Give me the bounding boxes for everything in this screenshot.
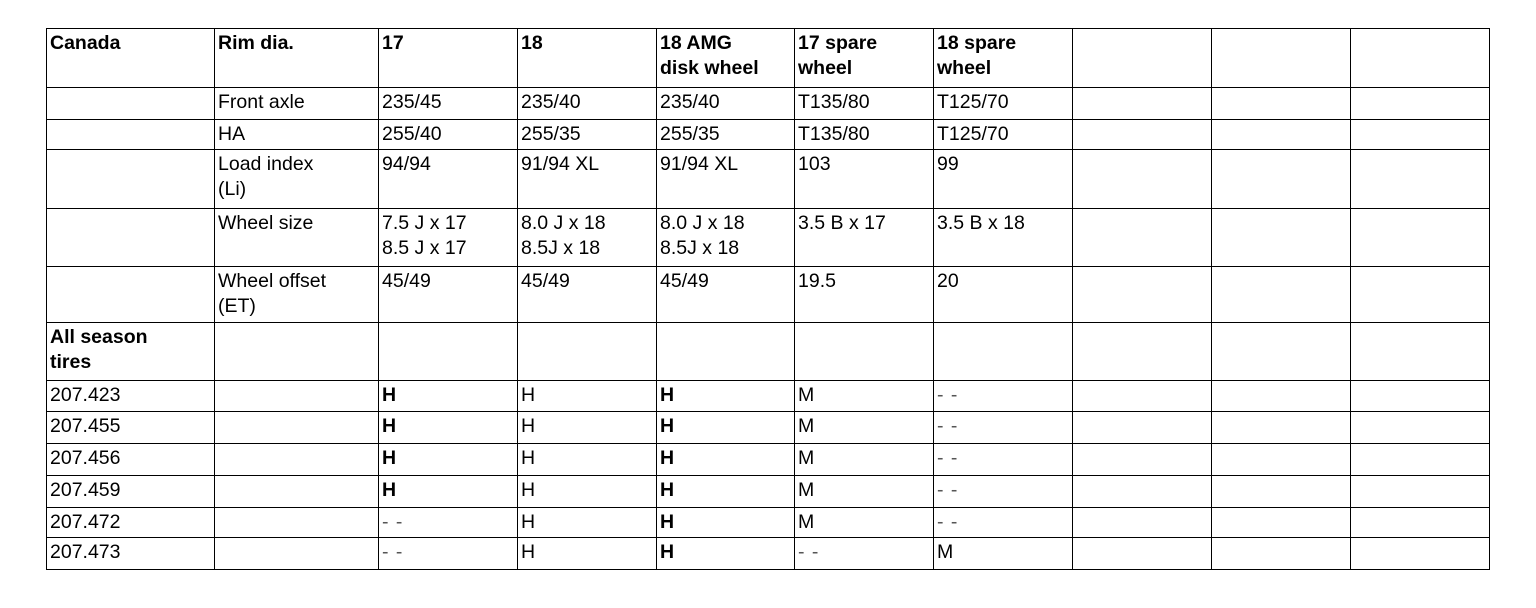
- header-cell: 18 spare wheel: [934, 29, 1073, 88]
- table-cell: [518, 323, 657, 381]
- spec-row: [47, 267, 1490, 323]
- table-cell: H: [657, 538, 795, 570]
- table-cell: Load index (Li): [215, 150, 379, 209]
- table-cell: Wheel size: [215, 209, 379, 267]
- table-cell: T135/80: [795, 88, 934, 120]
- model-number: 207.456: [47, 444, 215, 476]
- table-cell: [1212, 323, 1351, 381]
- model-number: 207.423: [47, 381, 215, 412]
- model-row: [47, 538, 1490, 570]
- spec-row: [47, 150, 1490, 209]
- table-cell: 91/94 XL: [518, 150, 657, 209]
- table-cell: H: [657, 381, 795, 412]
- table-cell: M: [795, 412, 934, 444]
- table-cell: [934, 323, 1073, 381]
- table-cell: [1212, 209, 1351, 267]
- table-cell: M: [795, 381, 934, 412]
- table-cell: [1212, 381, 1351, 412]
- table-cell: 45/49: [518, 267, 657, 323]
- table-cell: [1073, 88, 1212, 120]
- table-cell: [1351, 323, 1490, 381]
- table-cell: [1073, 209, 1212, 267]
- model-number: 207.459: [47, 476, 215, 508]
- table-cell: HA: [215, 120, 379, 150]
- header-cell: Canada: [47, 29, 215, 88]
- table-cell: H: [379, 412, 518, 444]
- model-row: [47, 381, 1490, 412]
- table-cell: [215, 476, 379, 508]
- table-cell: [1212, 88, 1351, 120]
- table-cell: Front axle: [215, 88, 379, 120]
- model-number: 207.473: [47, 538, 215, 570]
- table-cell: H: [657, 476, 795, 508]
- table-cell: [215, 381, 379, 412]
- table-cell: 45/49: [657, 267, 795, 323]
- table-cell: [657, 323, 795, 381]
- table-cell: H: [657, 508, 795, 538]
- table-cell: M: [934, 538, 1073, 570]
- table-cell: [1212, 508, 1351, 538]
- table-cell: T125/70: [934, 120, 1073, 150]
- table-cell: H: [657, 412, 795, 444]
- table-cell: [47, 88, 215, 120]
- table-cell: 20: [934, 267, 1073, 323]
- table-cell: M: [795, 444, 934, 476]
- table-cell: H: [518, 476, 657, 508]
- table-cell: [215, 538, 379, 570]
- model-row: [47, 476, 1490, 508]
- table-cell: - -: [934, 412, 1073, 444]
- table-cell: [215, 508, 379, 538]
- section-row: [47, 323, 1490, 381]
- table-cell: Wheel offset (ET): [215, 267, 379, 323]
- table-cell: [1073, 120, 1212, 150]
- table-cell: 94/94: [379, 150, 518, 209]
- table-cell: [1212, 267, 1351, 323]
- table-cell: [1073, 444, 1212, 476]
- model-row: [47, 508, 1490, 538]
- table-cell: - -: [934, 381, 1073, 412]
- table-cell: [47, 267, 215, 323]
- table-cell: H: [657, 444, 795, 476]
- model-number: 207.472: [47, 508, 215, 538]
- table-cell: [1351, 508, 1490, 538]
- table-cell: H: [518, 412, 657, 444]
- table-cell: [215, 412, 379, 444]
- table-cell: 99: [934, 150, 1073, 209]
- table-cell: [379, 323, 518, 381]
- table-cell: [1351, 150, 1490, 209]
- table-cell: [47, 150, 215, 209]
- table-cell: 45/49: [379, 267, 518, 323]
- header-cell: 17: [379, 29, 518, 88]
- header-cell: Rim dia.: [215, 29, 379, 88]
- table-cell: H: [379, 444, 518, 476]
- table-cell: 8.0 J x 18 8.5J x 18: [657, 209, 795, 267]
- model-row: [47, 412, 1490, 444]
- table-cell: 235/45: [379, 88, 518, 120]
- table-cell: [1073, 150, 1212, 209]
- table-cell: H: [518, 381, 657, 412]
- header-cell: 18 AMG disk wheel: [657, 29, 795, 88]
- header-cell: 17 spare wheel: [795, 29, 934, 88]
- table-cell: - -: [379, 508, 518, 538]
- table-cell: - -: [795, 538, 934, 570]
- table-cell: [1351, 209, 1490, 267]
- table-cell: 91/94 XL: [657, 150, 795, 209]
- header-row: [47, 29, 1490, 88]
- table-cell: H: [518, 538, 657, 570]
- table-cell: H: [518, 508, 657, 538]
- table-cell: [1351, 88, 1490, 120]
- table-cell: [1351, 120, 1490, 150]
- table-cell: [795, 323, 934, 381]
- table-cell: 19.5: [795, 267, 934, 323]
- model-row: [47, 444, 1490, 476]
- table-cell: 255/35: [657, 120, 795, 150]
- table-cell: [1351, 412, 1490, 444]
- table-cell: 103: [795, 150, 934, 209]
- spec-row: [47, 209, 1490, 267]
- table-cell: [215, 323, 379, 381]
- table-cell: M: [795, 508, 934, 538]
- table-cell: H: [379, 476, 518, 508]
- table-cell: [1073, 508, 1212, 538]
- section-label: All season tires: [47, 323, 215, 381]
- table-cell: 3.5 B x 18: [934, 209, 1073, 267]
- table-cell: 8.0 J x 18 8.5J x 18: [518, 209, 657, 267]
- table-cell: - -: [934, 508, 1073, 538]
- table-cell: - -: [934, 444, 1073, 476]
- table-cell: [1351, 381, 1490, 412]
- tire-fitment-table: [46, 28, 1490, 570]
- table-cell: [1351, 267, 1490, 323]
- table-cell: T135/80: [795, 120, 934, 150]
- table-cell: [1073, 412, 1212, 444]
- header-cell: [1212, 29, 1351, 88]
- table-cell: [47, 120, 215, 150]
- table-cell: [1073, 476, 1212, 508]
- table-cell: [47, 209, 215, 267]
- table-cell: [1351, 444, 1490, 476]
- spec-row: [47, 88, 1490, 120]
- table-cell: [1073, 323, 1212, 381]
- table-cell: [1212, 412, 1351, 444]
- table-cell: [1212, 476, 1351, 508]
- table-cell: 235/40: [518, 88, 657, 120]
- header-cell: [1351, 29, 1490, 88]
- table-cell: [215, 444, 379, 476]
- table-cell: - -: [379, 538, 518, 570]
- table-cell: H: [518, 444, 657, 476]
- table-cell: 255/35: [518, 120, 657, 150]
- table-cell: [1073, 381, 1212, 412]
- table-cell: [1212, 120, 1351, 150]
- table-cell: [1212, 444, 1351, 476]
- table-cell: T125/70: [934, 88, 1073, 120]
- table-cell: [1351, 476, 1490, 508]
- table-cell: 3.5 B x 17: [795, 209, 934, 267]
- table-cell: - -: [934, 476, 1073, 508]
- table-cell: M: [795, 476, 934, 508]
- header-cell: 18: [518, 29, 657, 88]
- table-cell: 255/40: [379, 120, 518, 150]
- table-cell: [1073, 267, 1212, 323]
- table-cell: H: [379, 381, 518, 412]
- table-cell: [1351, 538, 1490, 570]
- table-cell: 7.5 J x 17 8.5 J x 17: [379, 209, 518, 267]
- header-cell: [1073, 29, 1212, 88]
- spec-row: [47, 120, 1490, 150]
- table-cell: 235/40: [657, 88, 795, 120]
- table-cell: [1212, 150, 1351, 209]
- table-cell: [1212, 538, 1351, 570]
- model-number: 207.455: [47, 412, 215, 444]
- table-cell: [1073, 538, 1212, 570]
